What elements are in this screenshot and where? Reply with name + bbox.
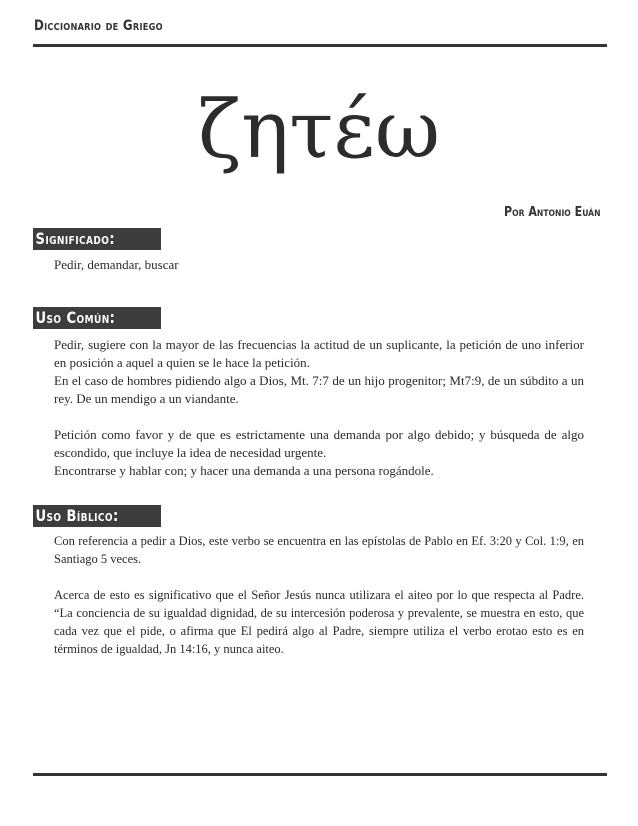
section-heading-significado: Significado: (35, 229, 116, 248)
paragraph: Encontrarse y hablar con; y hacer una demanda a una persona rogándole. (54, 463, 434, 478)
dictionary-title: Diccionario de Griego (34, 18, 163, 34)
section-body-significado (54, 256, 584, 274)
paragraph: Pedir, sugiere con la mayor de las frecuencias la actitud de un suplicante, la petición de uno inferior en posición a aquel a quien se le hace la petición. (54, 337, 584, 370)
section-body-uso-comun (54, 336, 584, 480)
top-divider (33, 44, 607, 47)
headword-greek: ζητέω (197, 83, 441, 176)
paragraph: Acerca de esto es significativo que el Señor Jesús nunca utilizara el aiteo por lo que respecta al Padre. “La conciencia de su igualdad dignidad, de su intercesión poderosa y prevalente, se muestra en esto, que cada vez que el pide, o afirma que El pedirá algo al Padre, siempre utiliza el verbo erotao esto es en términos de igualdad, Jn 14:16, y nunca aiteo. (54, 588, 584, 656)
section-header-uso-comun (33, 307, 161, 329)
section-header-uso-biblico (33, 505, 161, 527)
paragraph: Petición como favor y de que es estrictamente una demanda por algo debido; y búsqueda de algo escondido, que incluye la idea de necesidad urgente. (54, 427, 584, 460)
section-body-uso-biblico (54, 532, 584, 658)
section-header-significado (33, 228, 161, 250)
author-credit: Por Antonio Euán (503, 205, 600, 220)
paragraph: En el caso de hombres pidiendo algo a Dios, Mt. 7:7 de un hijo progenitor; Mt7:9, de un súbdito a un rey. De un mendigo a un viandante. (54, 373, 584, 406)
bottom-divider (33, 773, 607, 776)
paragraph: Con referencia a pedir a Dios, este verbo se encuentra en las epístolas de Pablo en Ef. 3:20 y Col. 1:9, en Santiago 5 veces. (54, 534, 584, 566)
paragraph: Pedir, demandar, buscar (54, 257, 179, 272)
section-heading-uso-comun: Uso Común: (35, 308, 116, 327)
section-heading-uso-biblico: Uso Bíblico: (35, 506, 119, 525)
